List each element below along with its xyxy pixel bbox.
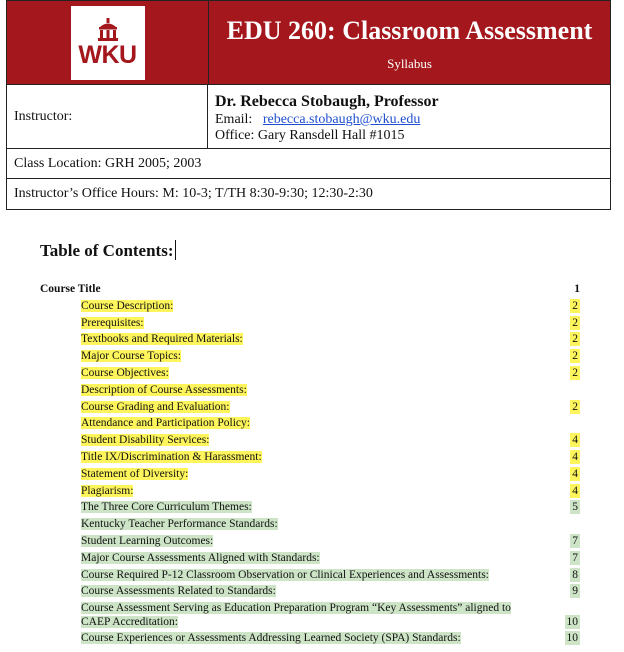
email-line (215, 112, 610, 128)
toc-entry[interactable] (40, 534, 580, 551)
toc-entry-page: 2 (572, 400, 578, 413)
toc-entry[interactable] (40, 400, 580, 417)
toc-entry-page: 7 (572, 534, 578, 547)
toc-entry[interactable] (40, 383, 580, 400)
toc-entry-label: Major Course Assessments Aligned with Standards: (81, 551, 320, 564)
toc-entry[interactable] (40, 584, 580, 601)
toc-entry-page: 10 (566, 616, 578, 629)
email-link[interactable]: rebecca.stobaugh@wku.edu (262, 112, 421, 127)
toc-entry[interactable] (40, 500, 580, 517)
toc-entry[interactable] (40, 484, 580, 501)
toc-entry-label: Course Grading and Evaluation: (81, 400, 230, 413)
toc-entry[interactable] (40, 568, 580, 585)
course-title: EDU 260: Classroom Assessment (226, 15, 593, 45)
toc-entry-label: Student Disability Services: (81, 434, 210, 447)
toc-entry-page: 2 (572, 366, 578, 379)
logo-text: WKU (78, 40, 137, 69)
toc-entry-page: 1 (574, 283, 580, 295)
logo-cell (7, 1, 209, 84)
toc-entry-label: Prerequisites: (81, 316, 144, 329)
toc-entry[interactable] (40, 551, 580, 568)
toc-entry-label: Course Experiences or Assessments Addressing Learned Society (SPA) Standards: (81, 632, 461, 645)
toc-entry[interactable] (40, 416, 580, 433)
toc-entry-label: Course Objectives: (81, 366, 169, 379)
title-cell (209, 1, 610, 84)
toc-entry-page: 2 (572, 316, 578, 329)
toc-entry-label: Description of Course Assessments: (81, 383, 247, 396)
toc-heading (40, 240, 176, 261)
toc-entry[interactable] (40, 349, 580, 366)
toc-entry-label: Major Course Topics: (81, 350, 181, 363)
wku-logo (71, 6, 145, 80)
toc-entry[interactable] (40, 299, 580, 316)
subtitle: Syllabus (387, 55, 432, 71)
toc-entry-page: 2 (572, 299, 578, 312)
toc-entry-page: 5 (572, 501, 578, 514)
toc-entry[interactable] (40, 332, 580, 349)
toc-entry[interactable] (40, 433, 580, 450)
instructor-row (7, 85, 610, 149)
toc-entry-label: The Three Core Curriculum Themes: (81, 501, 252, 514)
toc-entry-label: Statement of Diversity: (81, 467, 189, 480)
toc-heading-text: Table of Contents: (40, 241, 174, 260)
toc-entry-page: 4 (572, 434, 578, 447)
toc-entry-page: 9 (572, 585, 578, 598)
toc-entry-page: 10 (566, 632, 578, 645)
email-label: Email: (215, 112, 253, 127)
toc-entry-label: Kentucky Teacher Performance Standards: (81, 518, 278, 531)
instructor-info (208, 85, 610, 148)
toc-entry[interactable] (40, 316, 580, 333)
toc-entry-label: Title IX/Discrimination & Harassment: (81, 450, 262, 463)
toc-entry-page: 7 (572, 551, 578, 564)
text-cursor (175, 240, 176, 260)
toc-entry-label: Course Assessments Related to Standards: (81, 585, 276, 598)
toc-entry[interactable] (40, 282, 580, 299)
toc-entry-label: Student Learning Outcomes: (81, 534, 214, 547)
cupola-icon (97, 18, 119, 42)
office-hours-row: Instructor’s Office Hours: M: 10-3; T/TH 8:30-9:30; 12:30-2:30 (14, 186, 373, 201)
toc-entry[interactable] (40, 366, 580, 383)
toc-entry-page: 4 (572, 484, 578, 497)
office-line: Office: Gary Ransdell Hall #1015 (215, 128, 405, 143)
toc-entry-label: Course Required P-12 Classroom Observation or Clinical Experiences and Assessments: (81, 568, 489, 581)
toc-entry[interactable] (40, 601, 580, 631)
class-location-row: Class Location: GRH 2005; 2003 (7, 149, 610, 179)
toc-entry[interactable] (40, 467, 580, 484)
syllabus-header-table (6, 0, 611, 210)
toc-entry-label: Textbooks and Required Materials: (81, 333, 243, 346)
toc-entry-page: 4 (572, 467, 578, 480)
toc-entry[interactable] (40, 517, 580, 534)
toc-entry-page: 4 (572, 450, 578, 463)
toc-entry-label: Attendance and Participation Policy: (81, 417, 250, 430)
toc-list (40, 282, 580, 648)
instructor-label: Instructor: (7, 85, 208, 148)
toc-entry-label: Course Assessment Serving as Education Preparation Program “Key Assessments” aligned to CAEP Accreditation: (81, 602, 511, 629)
toc-entry-label: Course Title (40, 283, 101, 295)
toc-entry[interactable] (40, 631, 580, 648)
toc-entry-label: Course Description: (81, 299, 174, 312)
toc-entry-page: 8 (572, 568, 578, 581)
toc-entry-page: 2 (572, 350, 578, 363)
toc-entry-page: 2 (572, 333, 578, 346)
instructor-name: Dr. Rebecca Stobaugh, Professor (215, 93, 439, 110)
toc-entry[interactable] (40, 450, 580, 467)
banner-row (7, 1, 610, 85)
toc-entry-label: Plagiarism: (81, 484, 134, 497)
